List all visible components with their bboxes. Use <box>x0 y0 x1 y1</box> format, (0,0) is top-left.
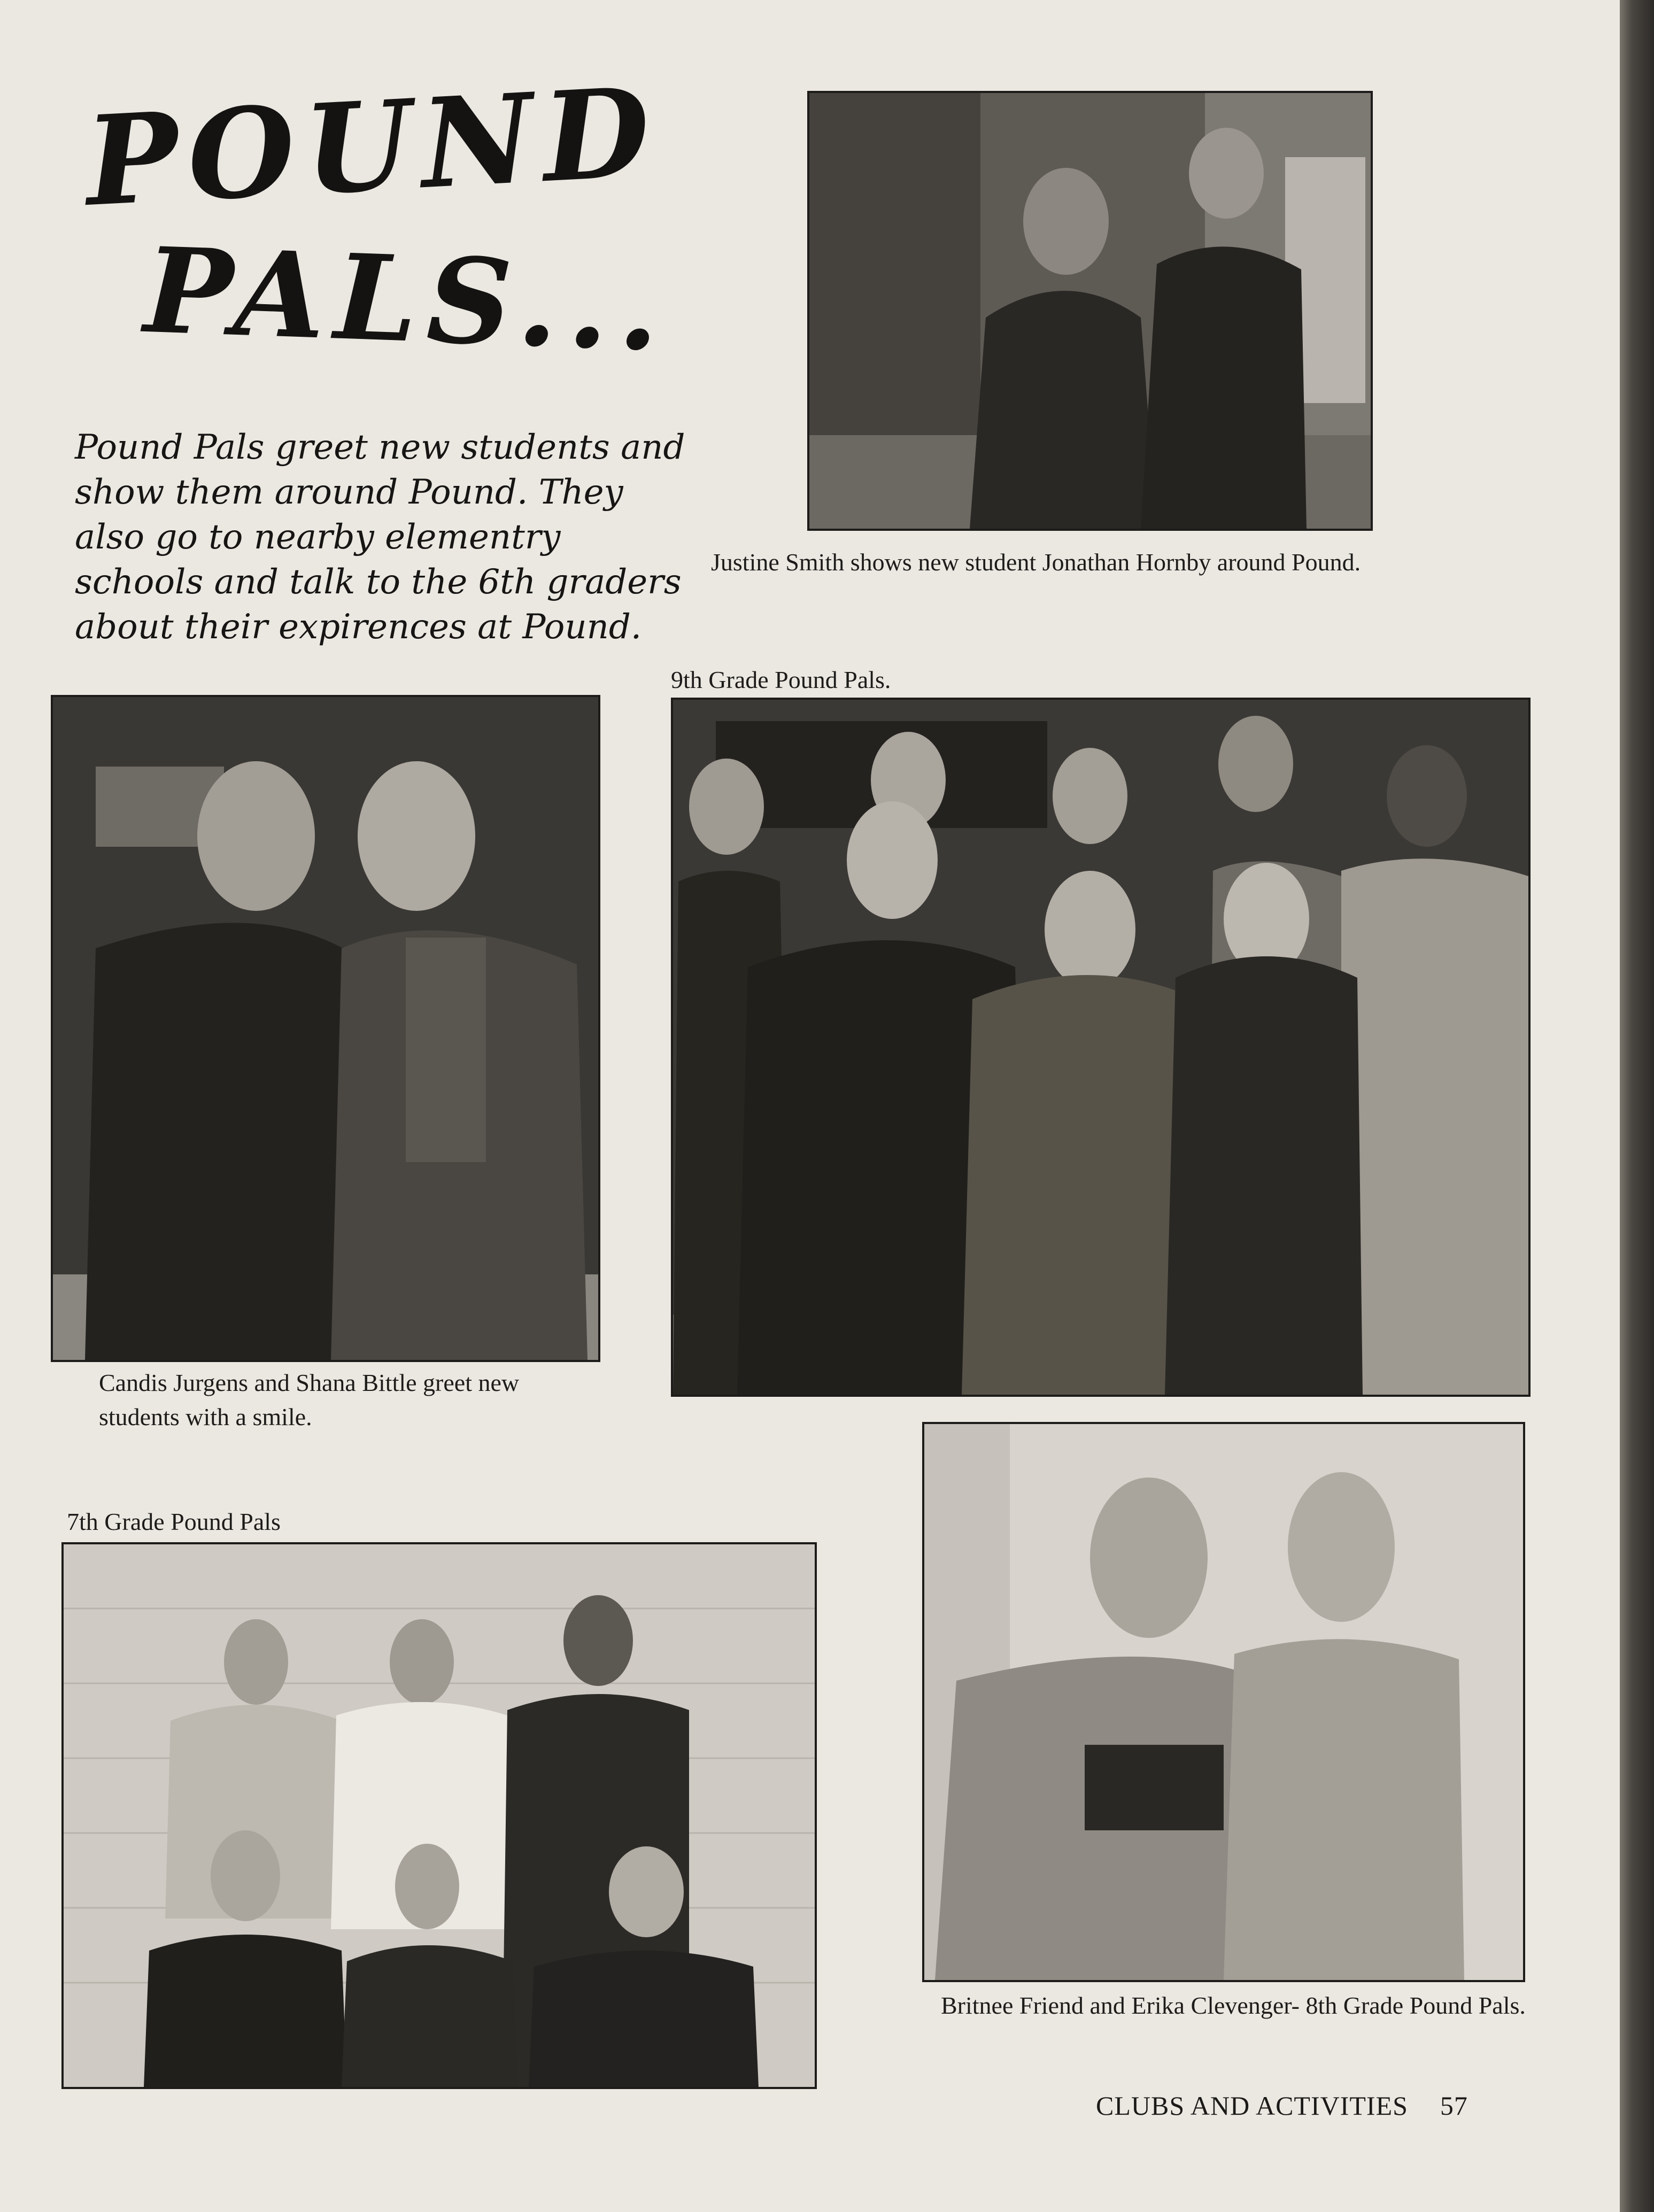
intro-paragraph: Pound Pals greet new students and show them around Pound. They also go to nearby elementry schools and talk to the 6th graders about their expirences at Pound. <box>75 428 685 647</box>
caption-seventh-grade: 7th Grade Pound Pals <box>67 1508 281 1535</box>
page-title <box>80 60 671 385</box>
photo-seventh-grade <box>61 1542 817 2089</box>
caption-hallway: Justine Smith shows new student Jonathan Hornby around Pound. <box>711 548 1361 576</box>
page-number: 57 <box>1440 2091 1468 2121</box>
photo-ninth-grade <box>671 698 1531 1397</box>
caption-ninth-grade: 9th Grade Pound Pals. <box>671 666 891 693</box>
caption-candis-shana: Candis Jurgens and Shana Bittle greet new students with a smile. <box>99 1369 520 1430</box>
title-line-2: PALS... <box>142 220 671 378</box>
book-spine <box>1620 0 1654 2212</box>
photo-eighth-grade <box>922 1422 1525 1982</box>
photo-candis-shana <box>51 695 600 1362</box>
page-footer <box>1096 2090 1468 2121</box>
footer-section: CLUBS AND ACTIVITIES <box>1096 2091 1408 2121</box>
caption-eighth-grade: Britnee Friend and Erika Clevenger- 8th Grade Pound Pals. <box>941 1992 1526 2019</box>
photo-hallway <box>807 91 1373 531</box>
title-line-1: POUND <box>82 60 663 234</box>
